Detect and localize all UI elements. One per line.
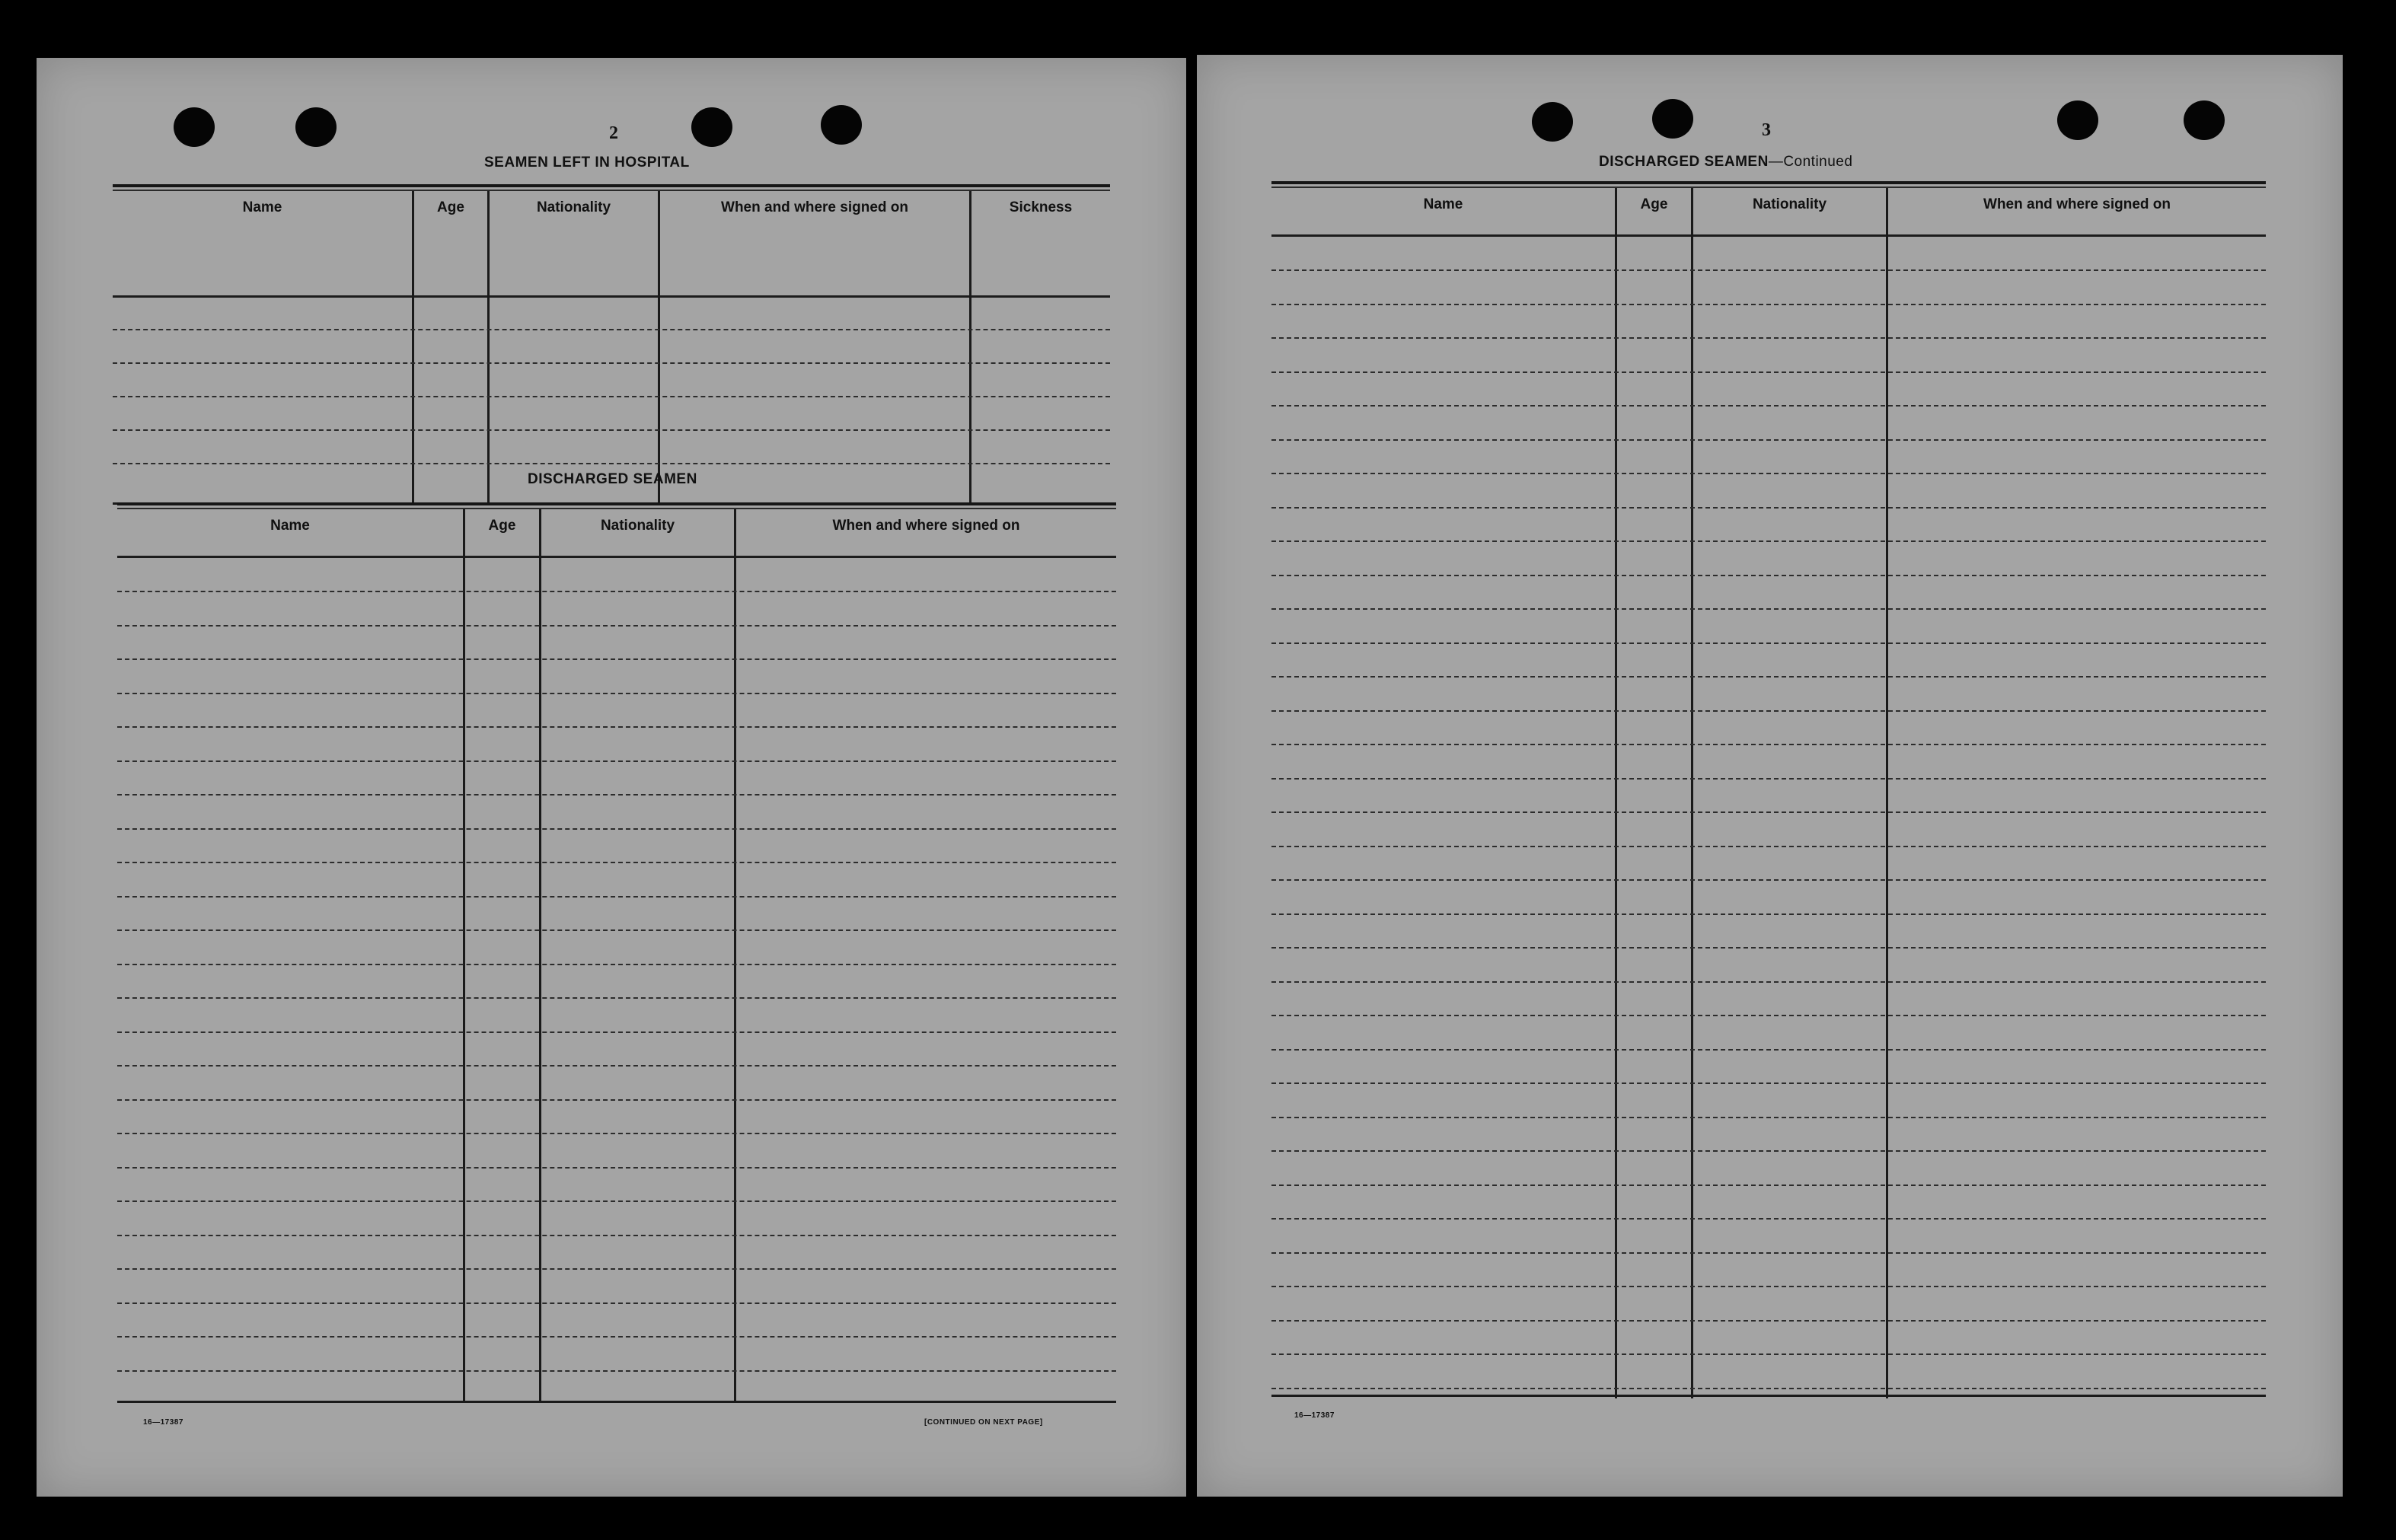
hospital-section-title: SEAMEN LEFT IN HOSPITAL bbox=[484, 155, 690, 171]
table-row bbox=[1271, 981, 2266, 983]
table-row bbox=[1271, 608, 2266, 610]
table-row bbox=[1271, 744, 2266, 745]
column-header-nationality: Nationality bbox=[600, 518, 675, 534]
table-row bbox=[1271, 1082, 2266, 1084]
form-number: 16—17387 bbox=[1294, 1411, 1335, 1420]
table-row bbox=[113, 362, 1110, 364]
hospital-table bbox=[113, 184, 1110, 512]
punch-hole-icon bbox=[1532, 102, 1573, 142]
table-row bbox=[117, 658, 1116, 660]
table-row bbox=[117, 1302, 1116, 1304]
table-row bbox=[117, 1099, 1116, 1101]
table-row bbox=[117, 1336, 1116, 1338]
table-row bbox=[1271, 337, 2266, 339]
table-row bbox=[113, 429, 1110, 431]
table-row bbox=[117, 794, 1116, 796]
table-row bbox=[1271, 846, 2266, 847]
punch-hole-icon bbox=[295, 107, 337, 147]
table-row bbox=[117, 1370, 1116, 1372]
table-row bbox=[1271, 1049, 2266, 1051]
column-header-when-where: When and where signed on bbox=[832, 518, 1020, 534]
table-row bbox=[117, 1065, 1116, 1067]
table-row bbox=[1271, 1015, 2266, 1016]
discharged-table bbox=[117, 502, 1116, 1408]
table-row bbox=[113, 329, 1110, 330]
table-row bbox=[1271, 1150, 2266, 1152]
table-row bbox=[117, 896, 1116, 898]
table-row bbox=[1271, 1218, 2266, 1220]
table-row bbox=[113, 463, 1110, 464]
table-row bbox=[1271, 811, 2266, 813]
column-header-name: Name bbox=[1423, 196, 1463, 212]
punch-hole-icon bbox=[821, 105, 862, 145]
discharged-section-title: DISCHARGED SEAMEN bbox=[528, 471, 697, 487]
table-row bbox=[117, 1167, 1116, 1169]
table-row bbox=[1271, 1320, 2266, 1322]
left-page bbox=[37, 58, 1186, 1497]
punch-hole-icon bbox=[2184, 100, 2225, 140]
table-row bbox=[1271, 507, 2266, 509]
table-row bbox=[117, 625, 1116, 627]
table-row bbox=[1271, 575, 2266, 576]
table-row bbox=[117, 591, 1116, 592]
column-header-name: Name bbox=[242, 199, 282, 215]
table-row bbox=[1271, 913, 2266, 915]
table-row bbox=[117, 828, 1116, 830]
table-row bbox=[117, 1268, 1116, 1270]
table-row bbox=[1271, 269, 2266, 271]
column-header-age: Age bbox=[488, 518, 516, 534]
discharged-continued-title: DISCHARGED SEAMEN—Continued bbox=[1599, 154, 1853, 170]
column-header-nationality: Nationality bbox=[1752, 196, 1827, 212]
table-row bbox=[1271, 371, 2266, 373]
form-number: 16—17387 bbox=[143, 1418, 183, 1427]
table-row bbox=[1271, 540, 2266, 542]
table-row bbox=[117, 1200, 1116, 1202]
punch-hole-icon bbox=[2057, 100, 2098, 140]
table-row bbox=[117, 997, 1116, 999]
table-row bbox=[1271, 473, 2266, 474]
table-row bbox=[1271, 642, 2266, 644]
table-row bbox=[1271, 1353, 2266, 1355]
table-row bbox=[117, 862, 1116, 863]
table-row bbox=[113, 396, 1110, 397]
table-row bbox=[1271, 778, 2266, 780]
column-header-age: Age bbox=[437, 199, 464, 215]
column-header-name: Name bbox=[270, 518, 310, 534]
right-page bbox=[1197, 55, 2343, 1497]
table-row bbox=[1271, 1388, 2266, 1389]
table-row bbox=[117, 760, 1116, 762]
column-header-age: Age bbox=[1640, 196, 1668, 212]
table-row bbox=[1271, 439, 2266, 441]
table-row bbox=[117, 1235, 1116, 1236]
punch-hole-icon bbox=[691, 107, 732, 147]
continued-note: [CONTINUED ON NEXT PAGE] bbox=[924, 1418, 1043, 1427]
table-row bbox=[1271, 879, 2266, 881]
punch-hole-icon bbox=[174, 107, 215, 147]
table-row bbox=[1271, 1117, 2266, 1118]
table-row bbox=[117, 726, 1116, 728]
table-row bbox=[117, 964, 1116, 965]
table-row bbox=[1271, 1184, 2266, 1186]
discharged-continued-table bbox=[1271, 181, 2266, 1399]
column-header-sickness: Sickness bbox=[1009, 199, 1073, 215]
column-header-nationality: Nationality bbox=[536, 199, 611, 215]
table-row bbox=[117, 693, 1116, 694]
punch-hole-icon bbox=[1652, 99, 1693, 139]
table-row bbox=[1271, 710, 2266, 712]
table-row bbox=[117, 929, 1116, 931]
table-row bbox=[1271, 304, 2266, 305]
column-header-when-where: When and where signed on bbox=[721, 199, 908, 215]
table-row bbox=[1271, 1252, 2266, 1254]
table-row bbox=[117, 1133, 1116, 1134]
column-header-when-where: When and where signed on bbox=[1983, 196, 2171, 212]
page-number: 3 bbox=[1762, 120, 1771, 140]
table-row bbox=[1271, 947, 2266, 949]
table-row bbox=[1271, 1286, 2266, 1287]
table-row bbox=[117, 1031, 1116, 1033]
table-row bbox=[1271, 405, 2266, 407]
page-number: 2 bbox=[609, 123, 618, 143]
table-row bbox=[1271, 676, 2266, 678]
